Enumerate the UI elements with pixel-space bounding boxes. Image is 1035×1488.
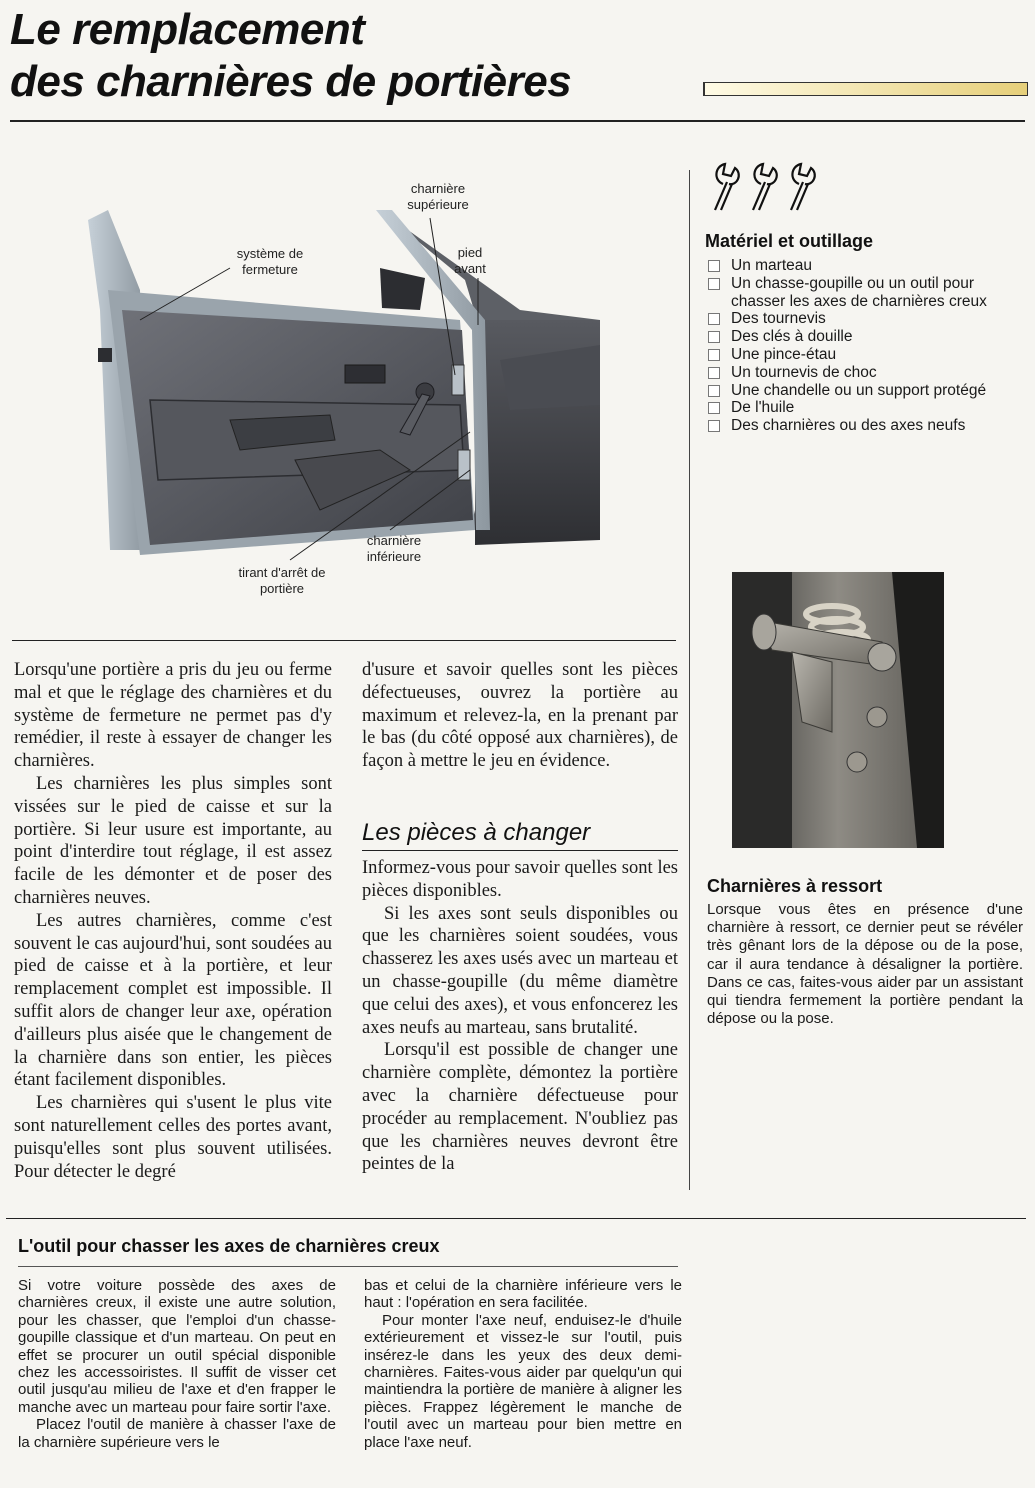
sidebar-heading: Charnières à ressort xyxy=(707,876,883,896)
wrench-icon xyxy=(705,160,835,214)
list-item: Des charnières ou des axes neufs xyxy=(705,417,1030,435)
box-column-1 xyxy=(18,1277,336,1451)
paragraph: Si les axes sont seuls disponibles ou que les charnières soient soudées, vous chasserez les axes usés avec un marteau et un chasse-goupille (du même diamètre que celui des axes), et vous enfoncerez les axes neufs au marteau, sans brutalité. xyxy=(362,903,678,1038)
box-top-rule xyxy=(6,1218,1026,1219)
paragraph: Les charnières les plus simples sont vissées sur le pied de caisse et sur la portière. Si leur usure est importante, au point d'interdire tout réglage, il est assez facile de les démonter et de poser des charnières neuves. xyxy=(14,773,332,908)
label-charniere-inferieure: charnière inférieure xyxy=(366,533,422,564)
leader-lines xyxy=(80,170,600,610)
checkbox-icon xyxy=(708,278,720,290)
checkbox-icon xyxy=(708,367,720,379)
text-column-1 xyxy=(14,659,332,1183)
box-heading: L'outil pour chasser les axes de charnières creux xyxy=(18,1236,440,1256)
label-systeme-fermeture: système de fermeture xyxy=(236,246,304,277)
tools-heading: Matériel et outillage xyxy=(705,231,874,251)
box-column-2 xyxy=(364,1277,682,1451)
wrench-icons xyxy=(705,160,835,214)
section-heading-rule xyxy=(362,850,678,851)
paragraph: Lorsqu'il est possible de changer une charnière complète, démontez la portière avec la charnière défectueuse pour procéder au remplacement. N'oubliez pas que les charnières neuves devront être peintes de la xyxy=(362,1040,678,1175)
text-column-2-continued xyxy=(362,857,678,1176)
paragraph: Si votre voiture possède des axes de charnières creux, il existe une autre solution, pour les chasser, que l'emploi d'un chasse-goupille classique et d'un marteau. On peut en effet se procurer un outil spécial disponible chez les accessoiristes. Il suffit de visser cet outil jusqu'au milieu de l'axe et d'en frapper le manche avec un marteau pour faire sortir l'axe. xyxy=(18,1277,336,1416)
paragraph: Les charnières qui s'usent le plus vite sont naturellement celles des portes avant, puisqu'elles sont plus souvent utilisées. Pour détecter le degré xyxy=(14,1093,332,1182)
checkbox-icon xyxy=(708,313,720,325)
section-heading-text: Les pièces à changer xyxy=(362,819,591,846)
checkbox-icon xyxy=(708,331,720,343)
list-item: Des clés à douille xyxy=(705,328,1030,346)
text-column-2 xyxy=(362,659,678,773)
checkbox-icon xyxy=(708,260,720,272)
label-charniere-superieure: charnière supérieure xyxy=(407,181,469,212)
list-item: Une chandelle ou un support protégé xyxy=(705,382,1030,400)
list-item: Une pince-étau xyxy=(705,346,1030,364)
title-line-1: Le remplacement xyxy=(10,5,365,54)
tools-list xyxy=(705,257,1030,435)
paragraph: Les autres charnières, comme c'est souvent le cas aujourd'hui, sont soudées au pied de caisse et à la portière, et leur remplacement complet est impossible. Il suffit alors de changer leur axe, opération d'ailleurs plus aisée que le changement de la charnière dans son entier, les pièces étant facilement disponibles. xyxy=(14,910,332,1091)
checkbox-icon xyxy=(708,420,720,432)
paragraph: Pour monter l'axe neuf, enduisez-le d'huile extérieurement et vissez-le sur l'outil, puis insérez-le dans les yeux des deux demi-charnières. Faites-vous aider par quelqu'un qui maintiendra la portière de manière à aligner les pièces. Frappez légèrement le manche de l'outil avec un marteau pour bien mettre en place l'axe neuf. xyxy=(364,1311,682,1451)
title-rule xyxy=(10,120,1025,122)
list-item: Un marteau xyxy=(705,257,1030,275)
checkbox-icon xyxy=(708,402,720,414)
list-item: Un chasse-goupille ou un outil pour chasser les axes de charnières creux xyxy=(705,275,1030,311)
paragraph: Lorsqu'une portière a pris du jeu ou ferme mal et que le réglage des charnières et du système de fermeture ne permet pas d'y remédier, il reste à essayer de changer les charnières. xyxy=(14,660,332,772)
sidebar-text: Lorsque vous êtes en présence d'une charnière à ressort, ce dernier peut se révéler très gênant lors de la dépose ou de la pose, car il aura tendance à désaligner la portière. Dans ce cas, faites-vous aider par un assistant qui tiendra fermement la portière pendant la dépose ou la pose. xyxy=(707,901,1023,1028)
paragraph: Placez l'outil de manière à chasser l'axe de la charnière supérieure vers le xyxy=(18,1416,336,1451)
paragraph: bas et celui de la charnière inférieure vers le haut : l'opération en sera facilitée. xyxy=(364,1277,682,1312)
label-tirant-arret: tirant d'arrêt de portière xyxy=(238,565,326,596)
hinge-photo-drawing xyxy=(732,572,944,848)
section-heading-pieces xyxy=(362,818,678,851)
list-item: De l'huile xyxy=(705,399,1030,417)
label-pied-avant: pied avant xyxy=(454,245,486,276)
box-heading-rule xyxy=(18,1266,678,1267)
door-illustration xyxy=(80,170,600,610)
column-divider-vertical xyxy=(689,170,690,1190)
paragraph: Informez-vous pour savoir quelles sont les pièces disponibles. xyxy=(362,858,678,901)
list-item: Des tournevis xyxy=(705,310,1030,328)
paragraph: d'usure et savoir quelles sont les pièces défectueuses, ouvrez la portière au maximum et relevez-la, en la prenant par le bas (du côté opposé aux charnières), de façon à mettre le jeu en évidence. xyxy=(362,660,678,772)
page-title xyxy=(10,4,690,108)
checkbox-icon xyxy=(708,385,720,397)
list-item: Un tournevis de choc xyxy=(705,364,1030,382)
title-line-2: des charnières de portières xyxy=(10,57,572,106)
checkbox-icon xyxy=(708,349,720,361)
accent-bar xyxy=(703,82,1028,96)
spring-hinge-photo xyxy=(732,572,944,848)
text-columns-rule xyxy=(12,640,676,641)
